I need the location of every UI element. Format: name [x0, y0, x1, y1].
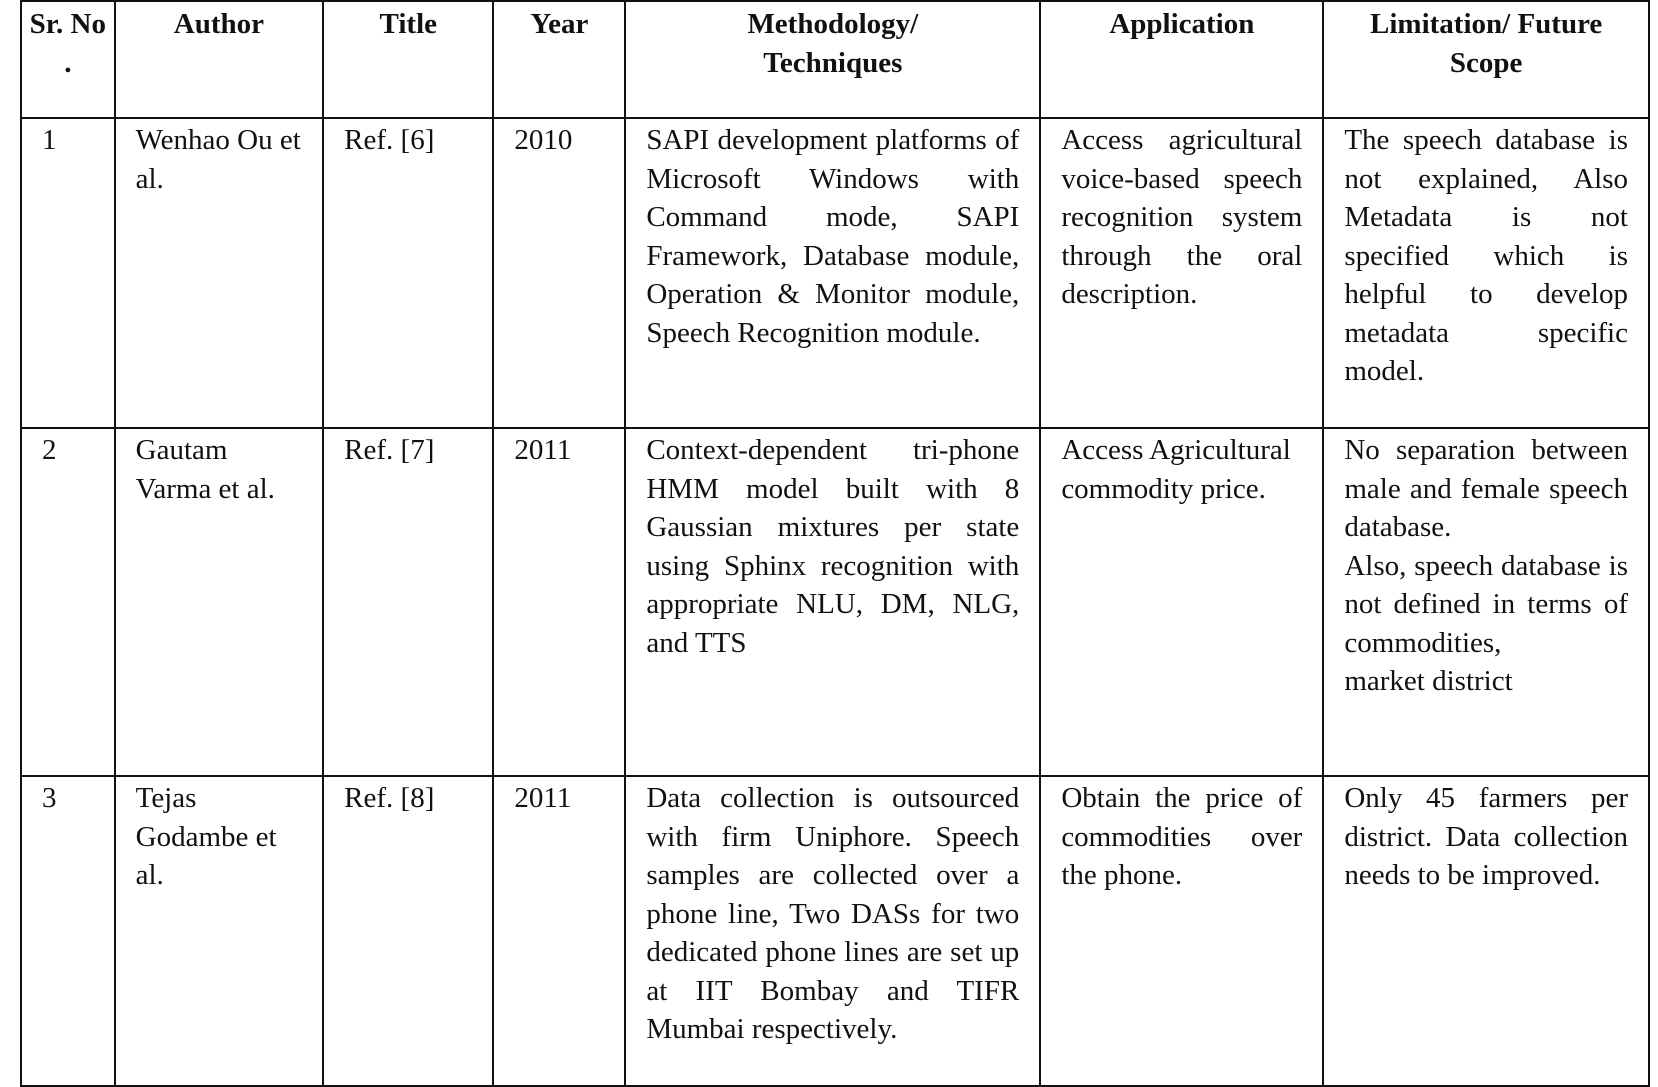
header-limitation: Limitation/ Future Scope — [1323, 1, 1649, 118]
header-title: Title — [323, 1, 493, 118]
limitation-line-1: No separation between male and female speech database. — [1344, 434, 1628, 543]
cell-methodology: Data collection is outsourced with firm Uniphore. Speech samples are collected over a phone line, Two DASs for two dedicated phone lines are set up at IIT Bombay and TIFR Mumbai respectively. — [625, 776, 1040, 1086]
cell-application: Obtain the price of commodities over the phone. — [1040, 776, 1323, 1086]
cell-limitation: Only 45 farmers per district. Data collection needs to be improved. — [1323, 776, 1649, 1086]
cell-limitation: The speech database is not explained, Also Metadata is not specified which is helpful to develop metadata specific model. — [1323, 118, 1649, 428]
limitation-line-3: market district — [1344, 665, 1513, 697]
cell-application: Access Agricultural commodity price. — [1040, 428, 1323, 776]
header-methodology: Methodology/ Techniques — [625, 1, 1040, 118]
header-author: Author — [115, 1, 324, 118]
table-row — [21, 776, 1649, 1086]
header-sr-no: Sr. No . — [21, 1, 115, 118]
cell-title: Ref. [8] — [323, 776, 493, 1086]
table-row — [21, 428, 1649, 776]
cell-year: 2011 — [493, 428, 625, 776]
cell-year: 2011 — [493, 776, 625, 1086]
header-year: Year — [493, 1, 625, 118]
cell-author: Gautam Varma et al. — [115, 428, 324, 776]
cell-year: 2010 — [493, 118, 625, 428]
cell-title: Ref. [6] — [323, 118, 493, 428]
cell-sr-no: 2 — [21, 428, 115, 776]
cell-methodology: SAPI development platforms of Microsoft Windows with Command mode, SAPI Framework, Database module, Operation & Monitor module, Speech Recognition module. — [625, 118, 1040, 428]
cell-sr-no: 1 — [21, 118, 115, 428]
cell-title: Ref. [7] — [323, 428, 493, 776]
cell-application: Access agricultural voice-based speech recognition system through the oral description. — [1040, 118, 1323, 428]
cell-sr-no: 3 — [21, 776, 115, 1086]
cell-methodology: Context-dependent tri-phone HMM model built with 8 Gaussian mixtures per state using Sphinx recognition with appropriate NLU, DM, NLG, and TTS — [625, 428, 1040, 776]
header-row — [21, 1, 1649, 118]
table-row — [21, 118, 1649, 428]
header-application: Application — [1040, 1, 1323, 118]
cell-author: Wenhao Ou et al. — [115, 118, 324, 428]
cell-author: Tejas Godambe et al. — [115, 776, 324, 1086]
cell-limitation — [1323, 428, 1649, 776]
literature-table — [20, 0, 1650, 1087]
limitation-line-2: Also, speech database is not defined in terms of commodities, — [1344, 549, 1628, 659]
